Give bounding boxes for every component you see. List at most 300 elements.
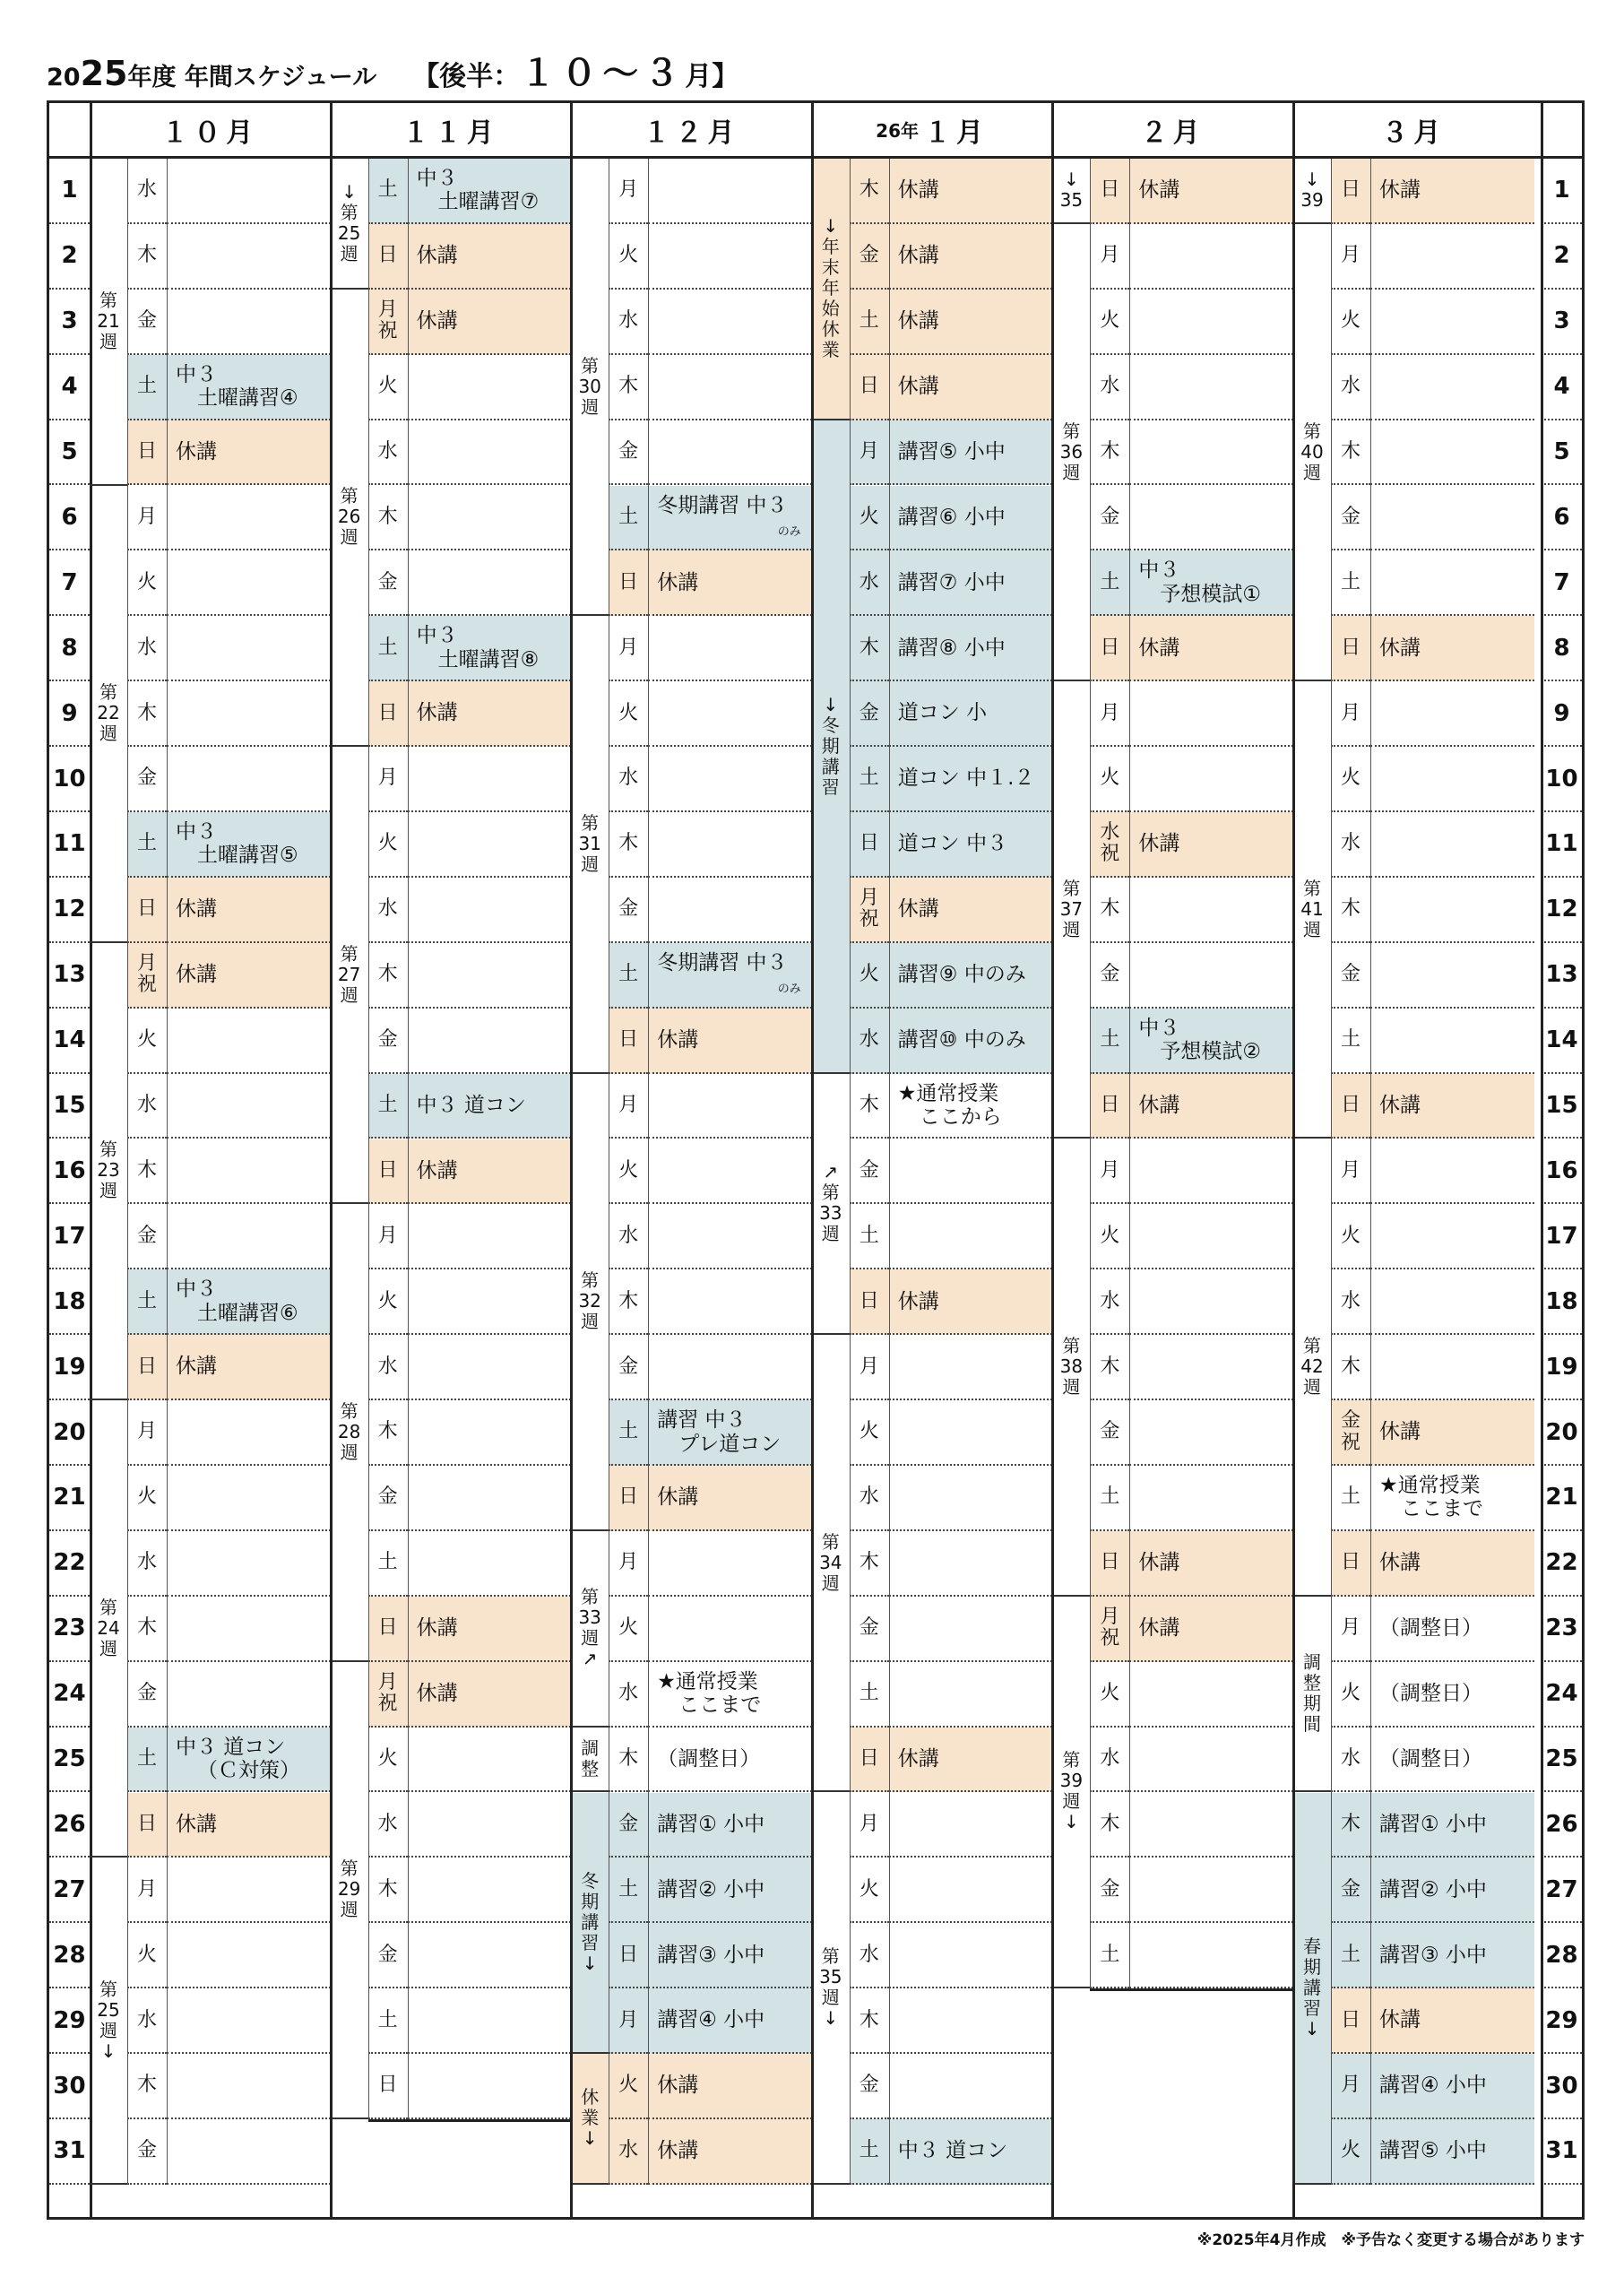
week-label: 第 33 週 ↗ <box>571 1531 609 1728</box>
day-of-week: 火 <box>850 943 889 1009</box>
day-of-week: 木 <box>127 1139 167 1205</box>
day-event <box>167 1988 331 2054</box>
day-of-week: 金 <box>127 1204 167 1269</box>
day-of-week: 木 <box>609 1728 648 1793</box>
day-of-week: 金 <box>368 1923 408 1988</box>
day-event <box>408 550 572 616</box>
day-of-week: 火 <box>609 224 648 290</box>
day-number-left: 12 <box>49 878 90 943</box>
day-of-week: 木 <box>368 486 408 551</box>
day-number-left: 25 <box>49 1728 90 1793</box>
month-header: １１月 <box>331 103 572 159</box>
day-of-week: 木 <box>368 1858 408 1923</box>
day-of-week: 火 <box>1331 290 1370 355</box>
day-event: 中３ 予想模試① <box>1129 550 1293 616</box>
day-event <box>1129 420 1293 486</box>
day-number-right: 19 <box>1542 1335 1582 1400</box>
day-event: 休講 <box>1129 1597 1293 1662</box>
month-divider <box>1051 103 1054 2217</box>
day-event: 休講 <box>167 943 331 1009</box>
day-of-week: 木 <box>850 1074 889 1139</box>
day-of-week: 火 <box>1331 1662 1370 1728</box>
day-of-week: 月 <box>1331 681 1370 747</box>
day-event: 中３ 道コン <box>889 2119 1053 2185</box>
day-event: 休講 <box>1370 159 1534 224</box>
day-number-right: 22 <box>1542 1531 1582 1597</box>
day-event <box>889 1858 1053 1923</box>
day-of-week: 日 <box>1090 1074 1129 1139</box>
day-event: 冬期講習 中３ のみ <box>648 943 812 1009</box>
day-number-right: 11 <box>1542 812 1582 878</box>
day-of-week: 金 <box>127 747 167 812</box>
day-of-week: 土 <box>127 1728 167 1793</box>
day-number-left: 6 <box>49 486 90 551</box>
day-number-left: 10 <box>49 747 90 812</box>
day-of-week: 火 <box>1090 1662 1129 1728</box>
day-of-week: 木 <box>1090 1793 1129 1858</box>
day-event <box>167 1662 331 1728</box>
page-title <box>47 45 739 95</box>
day-of-week: 木 <box>127 2054 167 2119</box>
title-half: 【後半： <box>412 61 521 92</box>
day-of-week: 日 <box>1331 1988 1370 2054</box>
day-event <box>167 224 331 290</box>
day-event: 講習③ 小中 <box>1370 1923 1534 1988</box>
day-of-week: 日 <box>368 681 408 747</box>
day-number-left: 14 <box>49 1009 90 1074</box>
day-event <box>648 1074 812 1139</box>
day-number-left: 31 <box>49 2119 90 2185</box>
day-of-week: 水 <box>368 878 408 943</box>
day-number-right: 31 <box>1542 2119 1582 2185</box>
day-event: 講習④ 小中 <box>648 1988 812 2054</box>
day-of-week: 土 <box>127 1269 167 1335</box>
day-of-week: 土 <box>368 1074 408 1139</box>
day-of-week: 土 <box>368 159 408 224</box>
day-event: 休講 <box>167 878 331 943</box>
day-event <box>408 486 572 551</box>
day-of-week: 月 <box>1331 2054 1370 2119</box>
day-event <box>1129 224 1293 290</box>
day-number-left: 21 <box>49 1466 90 1531</box>
day-number-left: 1 <box>49 159 90 224</box>
day-of-week: 日 <box>609 1923 648 1988</box>
day-event <box>1129 1204 1293 1269</box>
day-of-week: 金 <box>1090 943 1129 1009</box>
day-of-week: 日 <box>1331 1531 1370 1597</box>
day-number-right: 28 <box>1542 1923 1582 1988</box>
day-of-week: 水 <box>1331 355 1370 420</box>
day-event <box>648 616 812 681</box>
day-event <box>1129 943 1293 1009</box>
day-of-week: 土 <box>609 1400 648 1466</box>
day-of-week: 木 <box>1331 420 1370 486</box>
day-event: 休講 <box>1129 1531 1293 1597</box>
day-of-week: 火 <box>1331 747 1370 812</box>
day-event <box>1129 1923 1293 1988</box>
day-event <box>889 1139 1053 1205</box>
day-event <box>408 1793 572 1858</box>
day-number-left: 7 <box>49 550 90 616</box>
day-of-week: 金 <box>1090 486 1129 551</box>
day-of-week: 火 <box>1331 2119 1370 2185</box>
day-number-left: 29 <box>49 1988 90 2054</box>
day-event <box>167 681 331 747</box>
day-of-week: 火 <box>609 1597 648 1662</box>
week-label: 春 期 講 習 ↓ <box>1293 1793 1331 2185</box>
day-event: （調整日） <box>1370 1728 1534 1793</box>
day-event <box>167 1466 331 1531</box>
day-event: 休講 <box>1129 616 1293 681</box>
day-of-week: 日 <box>850 355 889 420</box>
day-of-week: 火 <box>1090 290 1129 355</box>
day-event: 休講 <box>889 290 1053 355</box>
day-number-right: 26 <box>1542 1793 1582 1858</box>
day-event: （調整日） <box>1370 1662 1534 1728</box>
day-of-week: 金 <box>850 224 889 290</box>
day-of-week: 金 祝 <box>1331 1400 1370 1466</box>
day-event <box>408 943 572 1009</box>
day-of-week: 日 <box>609 550 648 616</box>
day-event <box>167 159 331 224</box>
day-number-left: 11 <box>49 812 90 878</box>
day-event <box>1370 224 1534 290</box>
day-event: ★通常授業 ここから <box>889 1074 1053 1139</box>
day-event <box>1370 355 1534 420</box>
week-label: 調 整 <box>571 1728 609 1793</box>
day-event <box>408 747 572 812</box>
day-event <box>167 2119 331 2185</box>
day-number-right: 10 <box>1542 747 1582 812</box>
day-of-week: 木 <box>368 1400 408 1466</box>
day-event: 講習⑨ 中のみ <box>889 943 1053 1009</box>
day-of-week: 火 <box>368 355 408 420</box>
day-of-week: 土 <box>1090 550 1129 616</box>
day-of-week: 日 <box>368 2054 408 2119</box>
day-of-week: 火 <box>609 1139 648 1205</box>
week-divider <box>127 159 128 2185</box>
day-event <box>167 1009 331 1074</box>
day-event: 講習⑩ 中のみ <box>889 1009 1053 1074</box>
day-number-left: 16 <box>49 1139 90 1205</box>
day-of-week: 月 <box>127 1858 167 1923</box>
day-event <box>1129 1728 1293 1793</box>
day-event <box>1370 1335 1534 1400</box>
day-of-week: 水 <box>1331 812 1370 878</box>
week-label: 第 23 週 <box>90 943 127 1400</box>
day-of-week: 土 <box>1331 1466 1370 1531</box>
day-of-week: 水 <box>1090 1728 1129 1793</box>
day-event: 休講 <box>889 355 1053 420</box>
day-event <box>408 1335 572 1400</box>
day-of-week: 月 <box>368 747 408 812</box>
day-of-week: 土 <box>850 1204 889 1269</box>
day-event: 中３ 予想模試② <box>1129 1009 1293 1074</box>
day-of-week: 水 <box>609 1204 648 1269</box>
day-number-right: 15 <box>1542 1074 1582 1139</box>
day-of-week: 木 <box>368 943 408 1009</box>
month-header: ３月 <box>1293 103 1534 159</box>
week-label: 第 30 週 <box>571 159 609 616</box>
day-event: 中３ 土曜講習⑧ <box>408 616 572 681</box>
week-label: 第 35 週 ↓ <box>812 1793 850 2185</box>
day-of-week: 日 <box>1331 1074 1370 1139</box>
day-number-right: 20 <box>1542 1400 1582 1466</box>
day-number-left: 3 <box>49 290 90 355</box>
day-event: 休講 <box>648 1009 812 1074</box>
day-of-week: 月 祝 <box>127 943 167 1009</box>
day-of-week: 月 <box>609 1074 648 1139</box>
day-of-week: 金 <box>609 420 648 486</box>
week-divider <box>368 159 369 2119</box>
day-of-week: 土 <box>368 1531 408 1597</box>
day-event: 休講 <box>408 1139 572 1205</box>
day-of-week: 木 <box>609 355 648 420</box>
day-number-right: 13 <box>1542 943 1582 1009</box>
day-of-week: 日 <box>368 224 408 290</box>
day-of-week: 水 <box>609 2119 648 2185</box>
dow-divider <box>889 159 890 2185</box>
month-divider <box>1292 103 1295 2217</box>
day-event <box>648 1269 812 1335</box>
day-of-week: 月 <box>850 420 889 486</box>
title-prefix: 20 <box>47 64 81 91</box>
day-of-week: 日 <box>1331 159 1370 224</box>
title-months: １０～３ <box>520 53 686 94</box>
day-of-week: 月 <box>850 1335 889 1400</box>
week-label: ↗ 第 33 週 <box>812 1074 850 1336</box>
day-of-week: 月 <box>1090 681 1129 747</box>
day-of-week: 火 <box>1090 747 1129 812</box>
day-of-week: 金 <box>850 1139 889 1205</box>
day-of-week: 水 <box>1331 1728 1370 1793</box>
day-event: 講習⑥ 小中 <box>889 486 1053 551</box>
day-event <box>167 616 331 681</box>
day-of-week: 日 <box>1090 159 1129 224</box>
day-event <box>1370 550 1534 616</box>
day-of-week: 日 <box>127 1335 167 1400</box>
day-of-week: 金 <box>1331 1858 1370 1923</box>
day-event: 休講 <box>167 1335 331 1400</box>
day-of-week: 木 <box>850 616 889 681</box>
month-end-line <box>1090 1988 1293 1991</box>
day-of-week: 木 <box>1331 1793 1370 1858</box>
day-of-week: 土 <box>127 355 167 420</box>
day-event <box>889 1923 1053 1988</box>
day-event <box>889 1531 1053 1597</box>
day-event: 講習 中３ プレ道コン <box>648 1400 812 1466</box>
week-label: ↓ 年 末 年 始 休 業 <box>812 159 850 420</box>
day-event <box>648 812 812 878</box>
day-event <box>408 1728 572 1793</box>
day-event: 講習③ 小中 <box>648 1923 812 1988</box>
day-of-week: 木 <box>127 1597 167 1662</box>
day-number-left: 19 <box>49 1335 90 1400</box>
day-event <box>1129 486 1293 551</box>
day-of-week: 火 <box>127 550 167 616</box>
day-of-week: 水 <box>609 747 648 812</box>
day-of-week: 水 <box>609 290 648 355</box>
column-divider <box>1541 103 1543 2217</box>
day-number-right: 21 <box>1542 1466 1582 1531</box>
week-label: 第 36 週 <box>1052 224 1090 681</box>
day-event: 休講 <box>408 290 572 355</box>
day-of-week: 土 <box>850 290 889 355</box>
week-label: 第 24 週 <box>90 1400 127 1858</box>
week-label: 第 39 週 ↓ <box>1052 1597 1090 1988</box>
month-divider <box>570 103 573 2217</box>
day-event <box>648 1139 812 1205</box>
day-event <box>408 355 572 420</box>
day-event: 休講 <box>1129 159 1293 224</box>
day-of-week: 木 <box>1090 1335 1129 1400</box>
day-number-right: 1 <box>1542 159 1582 224</box>
day-of-week: 日 <box>127 878 167 943</box>
day-event <box>1129 1662 1293 1728</box>
day-event <box>648 1335 812 1400</box>
day-of-week: 月 <box>1090 1139 1129 1205</box>
week-divider <box>1090 159 1091 1988</box>
day-of-week: 金 <box>609 1793 648 1858</box>
day-of-week: 金 <box>609 878 648 943</box>
day-event <box>1370 486 1534 551</box>
day-event <box>1129 1400 1293 1466</box>
day-event <box>1129 681 1293 747</box>
month-header: ２月 <box>1052 103 1293 159</box>
day-event: 休講 <box>408 1662 572 1728</box>
day-event <box>408 1858 572 1923</box>
day-of-week: 日 <box>1331 616 1370 681</box>
day-event: 休講 <box>648 2119 812 2185</box>
day-of-week: 日 <box>127 420 167 486</box>
day-event <box>1370 1139 1534 1205</box>
week-label: 休 業 ↓ <box>571 2054 609 2185</box>
day-of-week: 金 <box>609 1335 648 1400</box>
day-event: 休講 <box>1129 1074 1293 1139</box>
day-event <box>1129 1858 1293 1923</box>
day-event <box>1370 420 1534 486</box>
day-of-week: 土 <box>850 1662 889 1728</box>
day-of-week: 水 <box>850 1009 889 1074</box>
day-of-week: 土 <box>850 747 889 812</box>
title-year: 25 <box>80 54 128 93</box>
week-label: 第 32 週 <box>571 1074 609 1531</box>
day-of-week: 金 <box>127 290 167 355</box>
day-event <box>408 1988 572 2054</box>
day-event <box>167 1204 331 1269</box>
day-number-right: 4 <box>1542 355 1582 420</box>
day-of-week: 水 <box>127 1074 167 1139</box>
day-of-week: 水 <box>850 1923 889 1988</box>
day-of-week: 金 <box>1331 943 1370 1009</box>
day-of-week: 日 <box>850 1269 889 1335</box>
day-event: 休講 <box>1129 812 1293 878</box>
week-label: 第 41 週 <box>1293 681 1331 1139</box>
day-of-week: 水 祝 <box>1090 812 1129 878</box>
day-of-week: 土 <box>1331 1009 1370 1074</box>
day-of-week: 火 <box>850 486 889 551</box>
day-event <box>1129 878 1293 943</box>
day-number-right: 5 <box>1542 420 1582 486</box>
day-number-left: 20 <box>49 1400 90 1466</box>
week-label: ↓ 39 <box>1293 159 1331 224</box>
day-number-right: 6 <box>1542 486 1582 551</box>
day-of-week: 木 <box>127 224 167 290</box>
day-of-week: 金 <box>368 550 408 616</box>
day-number-right: 7 <box>1542 550 1582 616</box>
day-event: 休講 <box>1370 1988 1534 2054</box>
day-event <box>648 878 812 943</box>
day-event: 講習⑦ 小中 <box>889 550 1053 616</box>
day-number-left: 8 <box>49 616 90 681</box>
day-event <box>889 1662 1053 1728</box>
day-of-week: 火 <box>127 1466 167 1531</box>
day-event <box>648 1204 812 1269</box>
day-number-left: 26 <box>49 1793 90 1858</box>
day-of-week: 火 <box>368 812 408 878</box>
week-label: 第 25 週 ↓ <box>90 1858 127 2185</box>
day-event: 中３ 土曜講習⑦ <box>408 159 572 224</box>
day-event <box>889 1466 1053 1531</box>
week-label: 第 34 週 <box>812 1335 850 1792</box>
day-event <box>1370 681 1534 747</box>
title-close: 月】 <box>685 61 739 92</box>
day-number-left: 2 <box>49 224 90 290</box>
day-event <box>889 1597 1053 1662</box>
day-of-week: 木 <box>1331 1335 1370 1400</box>
day-event <box>889 1793 1053 1858</box>
week-label: 第 40 週 <box>1293 224 1331 681</box>
day-of-week: 火 <box>368 1728 408 1793</box>
day-of-week: 木 <box>127 681 167 747</box>
day-event: ★通常授業 ここまで <box>1370 1466 1534 1531</box>
day-of-week: 水 <box>127 159 167 224</box>
day-number-right: 17 <box>1542 1204 1582 1269</box>
week-divider <box>850 159 851 2185</box>
day-event: ★通常授業 ここまで <box>648 1662 812 1728</box>
day-of-week: 水 <box>368 420 408 486</box>
day-event <box>648 420 812 486</box>
day-event: 講習② 小中 <box>1370 1858 1534 1923</box>
day-number-left: 5 <box>49 420 90 486</box>
day-of-week: 金 <box>127 2119 167 2185</box>
day-event <box>1370 1269 1534 1335</box>
day-of-week: 土 <box>1090 1009 1129 1074</box>
day-number-right: 30 <box>1542 2054 1582 2119</box>
day-event: 講習① 小中 <box>648 1793 812 1858</box>
day-of-week: 月 <box>1090 224 1129 290</box>
day-of-week: 月 <box>1331 224 1370 290</box>
day-event: 中３ 土曜講習④ <box>167 355 331 420</box>
day-event: 道コン 中３ <box>889 812 1053 878</box>
day-of-week: 土 <box>1331 550 1370 616</box>
week-label: 第 28 週 <box>331 1204 368 1661</box>
day-event <box>1129 1466 1293 1531</box>
week-label: 第 21 週 <box>90 159 127 486</box>
day-event <box>648 159 812 224</box>
day-number-right: 9 <box>1542 681 1582 747</box>
day-event <box>1370 747 1534 812</box>
day-of-week: 土 <box>127 812 167 878</box>
day-event <box>1370 1009 1534 1074</box>
day-event <box>167 1597 331 1662</box>
day-of-week: 月 <box>368 1204 408 1269</box>
day-event <box>1370 812 1534 878</box>
day-of-week: 火 <box>1331 1204 1370 1269</box>
week-label: 第 29 週 <box>331 1662 368 2119</box>
day-event <box>1129 1793 1293 1858</box>
day-of-week: 日 <box>1090 616 1129 681</box>
